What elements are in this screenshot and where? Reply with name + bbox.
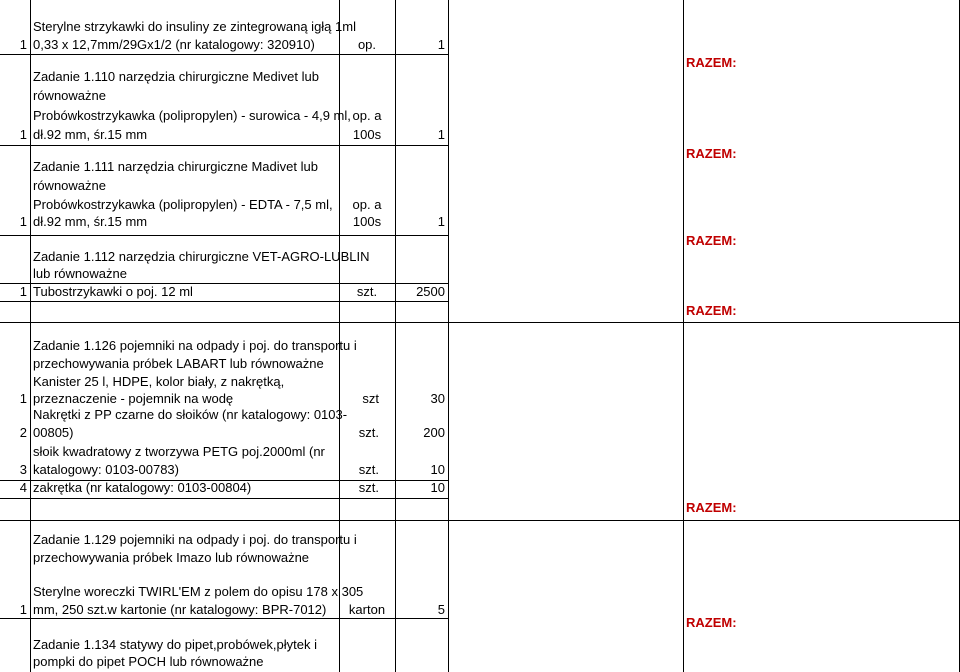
row-unit: op. a [352, 108, 382, 123]
task-heading: Zadanie 1.129 pojemniki na odpady i poj. do transportu i [33, 532, 357, 547]
task-heading: równoważne [33, 88, 106, 103]
task-heading: lub równoważne [33, 266, 127, 281]
row-number: 1 [19, 284, 27, 299]
row-description: katalogowy: 0103-00783) [33, 462, 179, 477]
task-heading: przechowywania próbek LABART lub równoważne [33, 356, 324, 371]
row-unit: 100s [352, 127, 382, 142]
row-unit: szt. [358, 425, 379, 440]
task-heading: pompki do pipet POCH lub równoważne [33, 654, 264, 669]
row-description: Probówkostrzykawka (polipropylen) - EDTA - 7,5 ml, [33, 197, 333, 212]
razem-label: RAZEM: [686, 146, 737, 161]
row-unit: 100s [352, 214, 382, 229]
row-quantity: 10 [430, 462, 445, 477]
row-unit: szt [362, 391, 379, 406]
row-description: mm, 250 szt.w kartonie (nr katalogowy: BPR-7012) [33, 602, 327, 617]
row-unit: karton [348, 602, 386, 617]
row-unit: op. [357, 37, 377, 52]
row-description: Probówkostrzykawka (polipropylen) - surowica - 4,9 ml, [33, 108, 351, 123]
row-unit: op. a [352, 197, 382, 212]
razem-label: RAZEM: [686, 233, 737, 248]
task-heading: Zadanie 1.112 narzędzia chirurgiczne VET-AGRO-LUBLIN [33, 249, 370, 264]
row-quantity: 1 [437, 214, 445, 229]
row-description: dł.92 mm, śr.15 mm [33, 127, 148, 142]
task-heading: Zadanie 1.134 statywy do pipet,probówek,płytek i [33, 637, 318, 652]
row-description: Tubostrzykawki o poj. 12 ml [33, 284, 193, 299]
row-description: zakrętka (nr katalogowy: 0103-00804) [33, 480, 252, 495]
row-description: dł.92 mm, śr.15 mm [33, 214, 148, 229]
razem-label: RAZEM: [686, 55, 737, 70]
row-number: 1 [19, 37, 27, 52]
razem-label: RAZEM: [686, 615, 737, 630]
row-quantity: 10 [430, 480, 445, 495]
task-heading: Zadanie 1.111 narzędzia chirurgiczne Madivet lub [33, 159, 318, 174]
row-number: 2 [19, 425, 27, 440]
row-unit: szt. [358, 462, 379, 477]
row-unit: szt. [356, 284, 378, 299]
row-number: 3 [19, 462, 27, 477]
row-description: Sterylne strzykawki do insuliny ze zintegrowaną igłą 1ml [33, 19, 356, 34]
row-quantity: 30 [430, 391, 445, 406]
row-description: Sterylne woreczki TWIRL'EM z polem do opisu 178 x 305 [33, 584, 364, 599]
row-quantity: 2500 [416, 284, 445, 299]
razem-label: RAZEM: [686, 303, 737, 318]
row-description: słoik kwadratowy z tworzywa PETG poj.2000ml (nr [33, 444, 325, 459]
task-heading: równoważne [33, 178, 106, 193]
row-number: 4 [19, 480, 27, 495]
row-quantity: 200 [423, 425, 445, 440]
row-number: 1 [19, 214, 27, 229]
task-heading: przechowywania próbek Imazo lub równoważne [33, 550, 310, 565]
row-unit: szt. [358, 480, 379, 495]
row-description: przeznaczenie - pojemnik na wodę [33, 391, 234, 406]
row-number: 1 [19, 127, 27, 142]
row-quantity: 5 [437, 602, 445, 617]
row-description: 00805) [33, 425, 74, 440]
row-quantity: 1 [437, 37, 445, 52]
row-quantity: 1 [437, 127, 445, 142]
row-number: 1 [19, 602, 27, 617]
task-heading: Zadanie 1.126 pojemniki na odpady i poj. do transportu i [33, 338, 357, 353]
task-heading: Zadanie 1.110 narzędzia chirurgiczne Medivet lub [33, 69, 319, 84]
razem-label: RAZEM: [686, 500, 737, 515]
row-description: Kanister 25 l, HDPE, kolor biały, z nakrętką, [33, 374, 285, 389]
row-description: Nakrętki z PP czarne do słoików (nr katalogowy: 0103- [33, 407, 348, 422]
row-number: 1 [19, 391, 27, 406]
row-description: 0,33 x 12,7mm/29Gx1/2 (nr katalogowy: 320910) [33, 37, 315, 52]
